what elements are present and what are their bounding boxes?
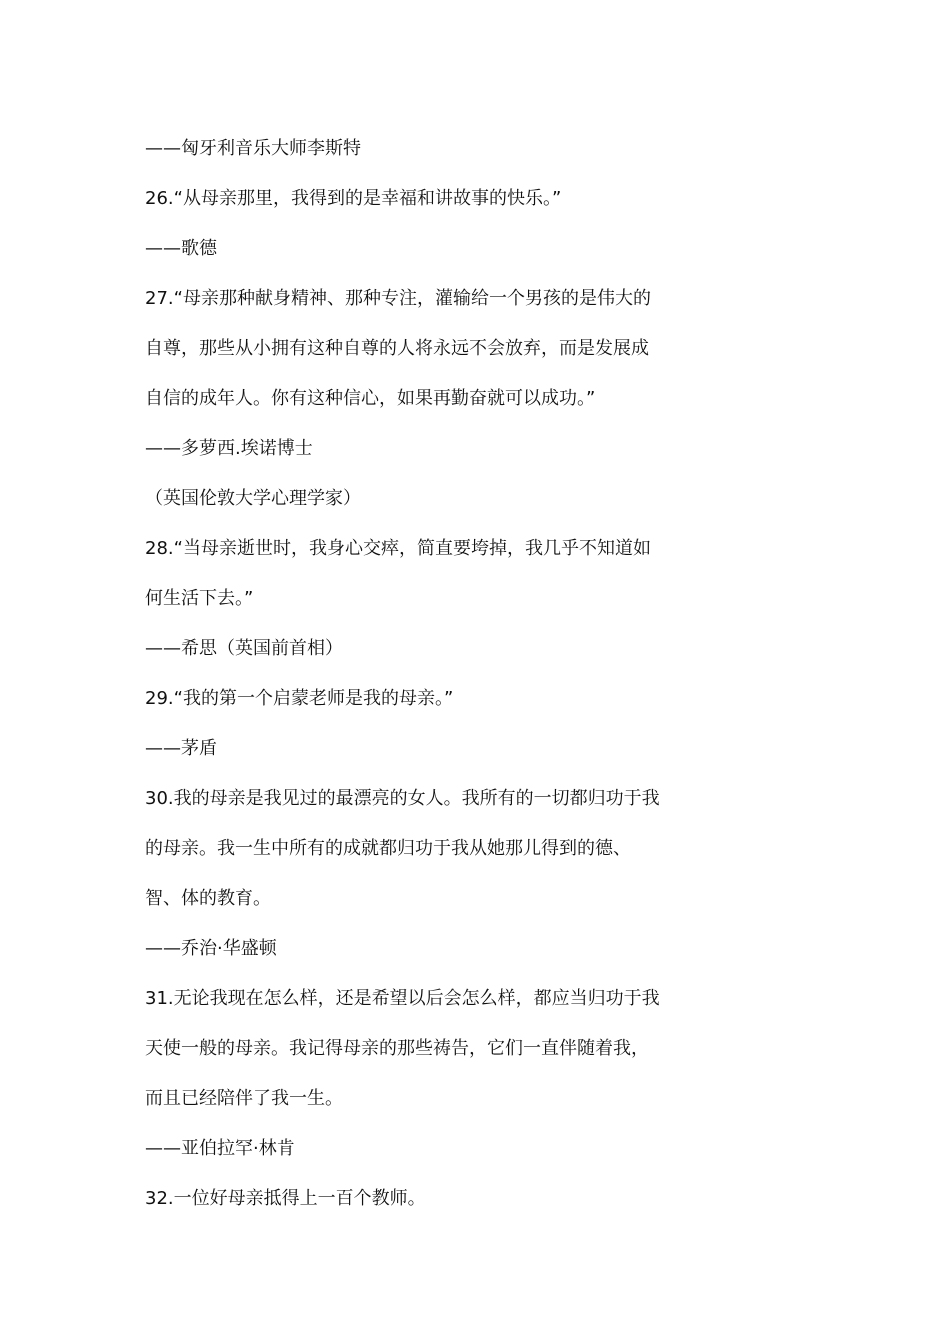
quote-text: 31.无论我现在怎么样，还是希望以后会怎么样，都应当归功于我 [145,988,660,1009]
quote-attribution: ——多萝西.埃诺博士 [145,438,313,459]
quote-text: 27.“母亲那种献身精神、那种专注，灌输给一个男孩的是伟大的 [145,288,651,309]
quote-text: 29.“我的第一个启蒙老师是我的母亲。” [145,688,454,709]
quote-text: 天使一般的母亲。我记得母亲的那些祷告，它们一直伴随着我， [145,1038,649,1059]
quote-attribution: ——希思（英国前首相） [145,638,343,659]
quote-attribution: ——茅盾 [145,738,217,759]
quote-attribution: ——歌德 [145,238,217,259]
quote-text: 32.一位好母亲抵得上一百个教师。 [145,1188,426,1209]
quote-text: 28.“当母亲逝世时，我身心交瘁，简直要垮掉，我几乎不知道如 [145,538,651,559]
quote-text: 智、体的教育。 [145,888,271,909]
document-body [145,136,705,1236]
quote-text: 自尊，那些从小拥有这种自尊的人将永远不会放弃，而是发展成 [145,338,649,359]
quote-attribution: ——乔治·华盛顿 [145,938,277,959]
quote-attribution: ——亚伯拉罕·林肯 [145,1138,295,1159]
quote-text: 30.我的母亲是我见过的最漂亮的女人。我所有的一切都归功于我 [145,788,660,809]
quote-text: 而且已经陪伴了我一生。 [145,1088,343,1109]
quote-text: 自信的成年人。你有这种信心，如果再勤奋就可以成功。” [145,388,596,409]
quote-text: 26.“从母亲那里，我得到的是幸福和讲故事的快乐。” [145,188,562,209]
quote-text: 的母亲。我一生中所有的成就都归功于我从她那儿得到的德、 [145,838,631,859]
quote-attribution: ——匈牙利音乐大师李斯特 [145,138,361,159]
quote-text: 何生活下去。” [145,588,254,609]
quote-attribution-note: （英国伦敦大学心理学家） [145,488,361,509]
